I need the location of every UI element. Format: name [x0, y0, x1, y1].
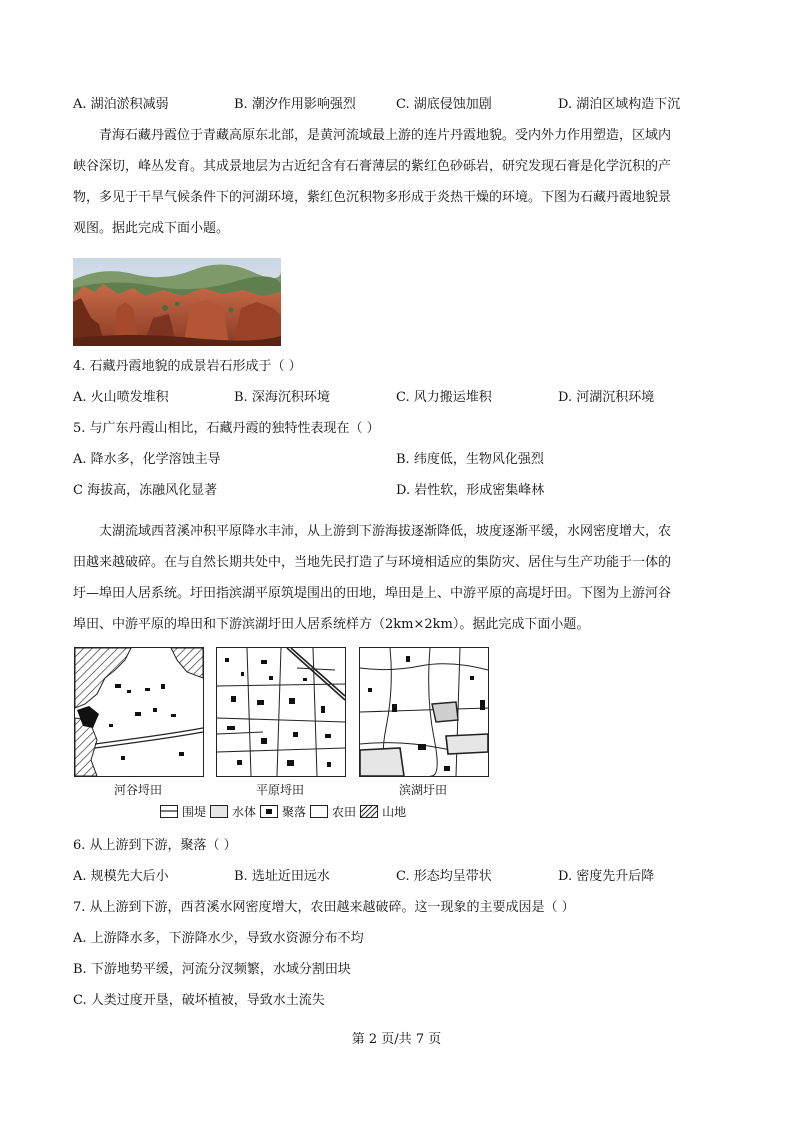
passage1-line4: 观图。据此完成下面小题。 [73, 221, 230, 236]
q5-option-a[interactable]: A. 降水多，化学溶蚀主导 [73, 452, 221, 467]
passage1-line3: 物，多见于干旱气候条件下的河湖环境，紫红色沉积物多形成于炎热干燥的环境。下图为石藏丹霞地貌景 [73, 190, 672, 205]
prev-option-b: B. 潮汐作用影响强烈 [234, 97, 356, 112]
q6-option-c[interactable]: C. 形态均呈带状 [396, 869, 492, 884]
q4-option-d[interactable]: D. 河湖沉积环境 [558, 390, 655, 405]
passage1-line1: 青海石藏丹霞位于青藏高原东北部，是黄河流域最上游的连片丹霞地貌。受内外力作用塑造，区域内 [99, 128, 672, 143]
page-footer: 第 2 页/共 7 页 [351, 1032, 442, 1047]
q7-option-b[interactable]: B. 下游地势平缓，河流分汊频繁，水域分割田块 [73, 962, 351, 977]
passage2-line2: 田越来越破碎。在与自然长期共处中，当地先民打造了与环境相适应的集防灾、居住与生产功能于一体的 [73, 555, 672, 570]
q4-option-a[interactable]: A. 火山喷发堆积 [73, 390, 169, 405]
legend-mountain: 山地 [382, 805, 407, 819]
passage2-line3: 圩—埠田人居系统。圩田指滨湖平原筑堤围出的田地，埠田是上、中游平原的高堤圩田。下图为上游河谷 [73, 586, 672, 601]
q5-option-d[interactable]: D. 岩性软，形成密集峰林 [396, 483, 545, 498]
levee-symbol-icon [160, 805, 178, 818]
q6-stem: 6. 从上游到下游，聚落（ ） [73, 838, 237, 853]
q7-stem: 7. 从上游到下游，西苕溪水网密度增大，农田越来越破碎。这一现象的主要成因是（ ） [73, 900, 575, 915]
map-lakeside-polder [359, 647, 489, 777]
q7-option-c[interactable]: C. 人类过度开垦，破坏植被，导致水土流失 [73, 993, 325, 1008]
q5-option-c[interactable]: C 海拔高，冻融风化显著 [73, 483, 218, 498]
q4-option-c[interactable]: C. 风力搬运堆积 [396, 390, 492, 405]
passage2-line4: 埠田、中游平原的埠田和下游滨湖圩田人居系统样方（2km×2km）。据此完成下面小题。 [73, 617, 590, 632]
legend-farmland: 农田 [332, 805, 357, 819]
passage2-line1: 太湖流域西苕溪冲积平原降水丰沛，从上游到下游海拔逐渐降低，坡度逐渐平缓，水网密度增大，农 [99, 524, 672, 539]
prev-option-a: A. 湖泊淤积减弱 [73, 97, 169, 112]
legend-water: 水体 [232, 805, 257, 819]
map-valley-field [74, 647, 204, 777]
map-label-valley: 河谷埒田 [113, 783, 162, 797]
q7-option-a[interactable]: A. 上游降水多，下游降水少，导致水资源分布不均 [73, 931, 364, 946]
q6-option-b[interactable]: B. 选址近田远水 [234, 869, 330, 884]
passage1-line2: 峡谷深切，峰丛发育。其成景地层为古近纪含有石膏薄层的紫红色砂砾岩，研究发现石膏是化学沉积的产 [73, 159, 672, 174]
q6-option-d[interactable]: D. 密度先升后降 [558, 869, 655, 884]
map-label-lakeside: 滨湖圩田 [398, 783, 447, 797]
q5-option-b[interactable]: B. 纬度低，生物风化强烈 [396, 452, 544, 467]
prev-option-c: C. 湖底侵蚀加剧 [396, 97, 492, 112]
map-legend [160, 803, 406, 820]
water-symbol-icon [210, 805, 228, 818]
legend-settlement: 聚落 [282, 805, 307, 819]
q4-stem: 4. 石藏丹霞地貌的成景岩石形成于（ ） [73, 359, 302, 374]
map-plain-field [216, 647, 346, 777]
prev-option-d: D. 湖泊区域构造下沉 [558, 97, 681, 112]
legend-levee: 围堤 [182, 805, 207, 819]
q5-stem: 5. 与广东丹霞山相比，石藏丹霞的独特性表现在（ ） [73, 421, 380, 436]
q4-option-b[interactable]: B. 深海沉积环境 [234, 390, 330, 405]
farmland-symbol-icon [310, 805, 328, 818]
mountain-symbol-icon [360, 805, 378, 818]
map-label-plain: 平原埒田 [255, 783, 304, 797]
q6-option-a[interactable]: A. 规模先大后小 [73, 869, 169, 884]
danxia-landscape-photo [73, 258, 281, 346]
settlement-symbol-icon [260, 805, 278, 818]
